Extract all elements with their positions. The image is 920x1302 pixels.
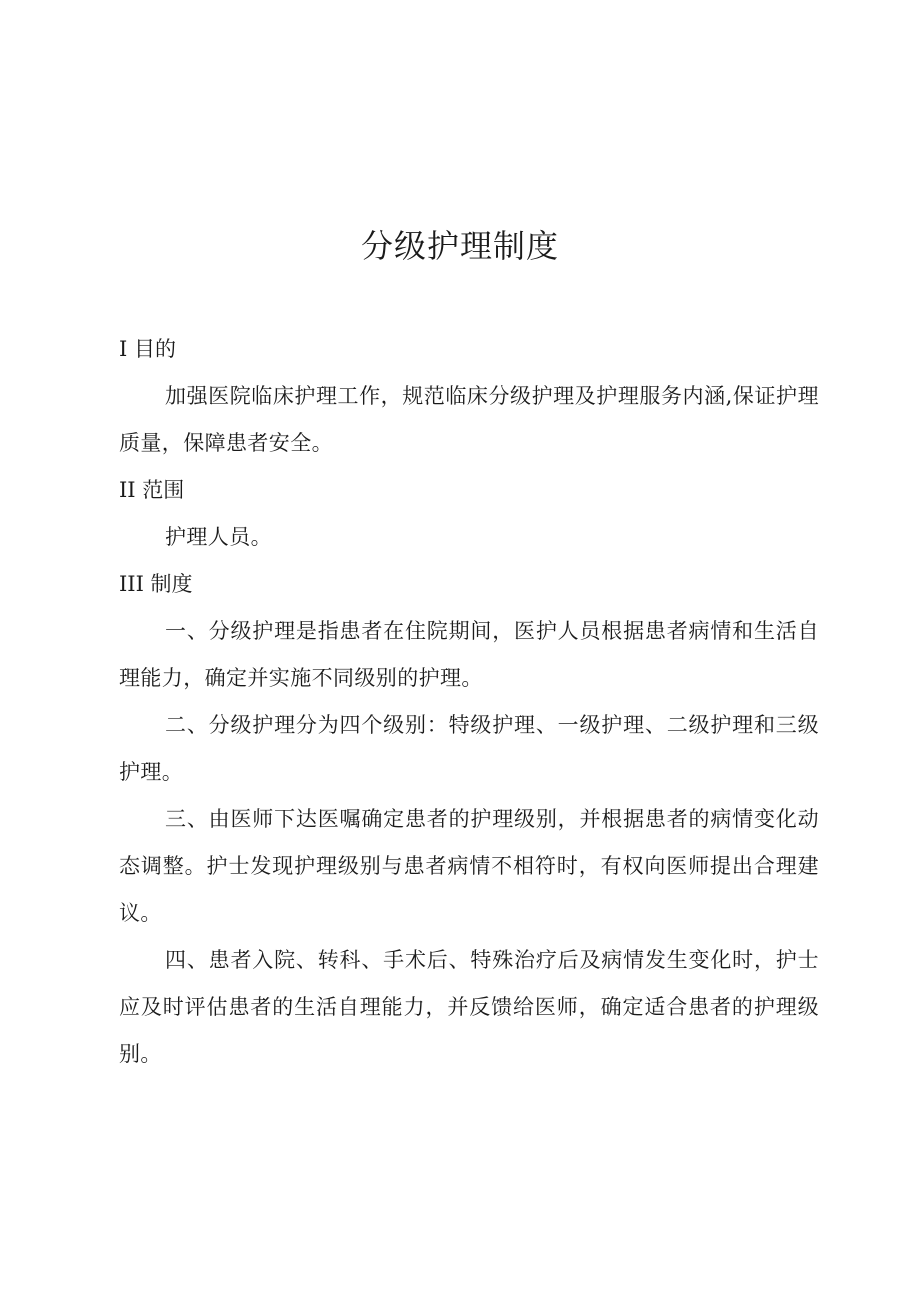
section-purpose [119,326,819,467]
section-scope [119,467,819,561]
paragraph: 加强医院临床护理工作，规范临床分级护理及护理服务内涵,保证护理质量，保障患者安全。 [119,384,819,455]
section-heading: II 范围 [119,478,185,502]
paragraph: 四、患者入院、转科、手术后、特殊治疗后及病情发生变化时，护士应及时评估患者的生活自理能力，并反馈给医师，确定适合患者的护理级别。 [119,948,819,1066]
paragraph: 一、分级护理是指患者在住院期间，医护人员根据患者病情和生活自理能力，确定并实施不同级别的护理。 [119,619,819,690]
section-heading: III 制度 [119,572,193,596]
document-title: 分级护理制度 [360,227,559,265]
section-policy [119,561,819,1078]
document-body [119,326,819,1078]
paragraph: 护理人员。 [165,525,272,549]
paragraph: 三、由医师下达医嘱确定患者的护理级别，并根据患者的病情变化动态调整。护士发现护理级别与患者病情不相符时，有权向医师提出合理建议。 [119,807,819,925]
section-heading: I 目的 [119,337,176,361]
paragraph: 二、分级护理分为四个级别：特级护理、一级护理、二级护理和三级护理。 [119,713,819,784]
